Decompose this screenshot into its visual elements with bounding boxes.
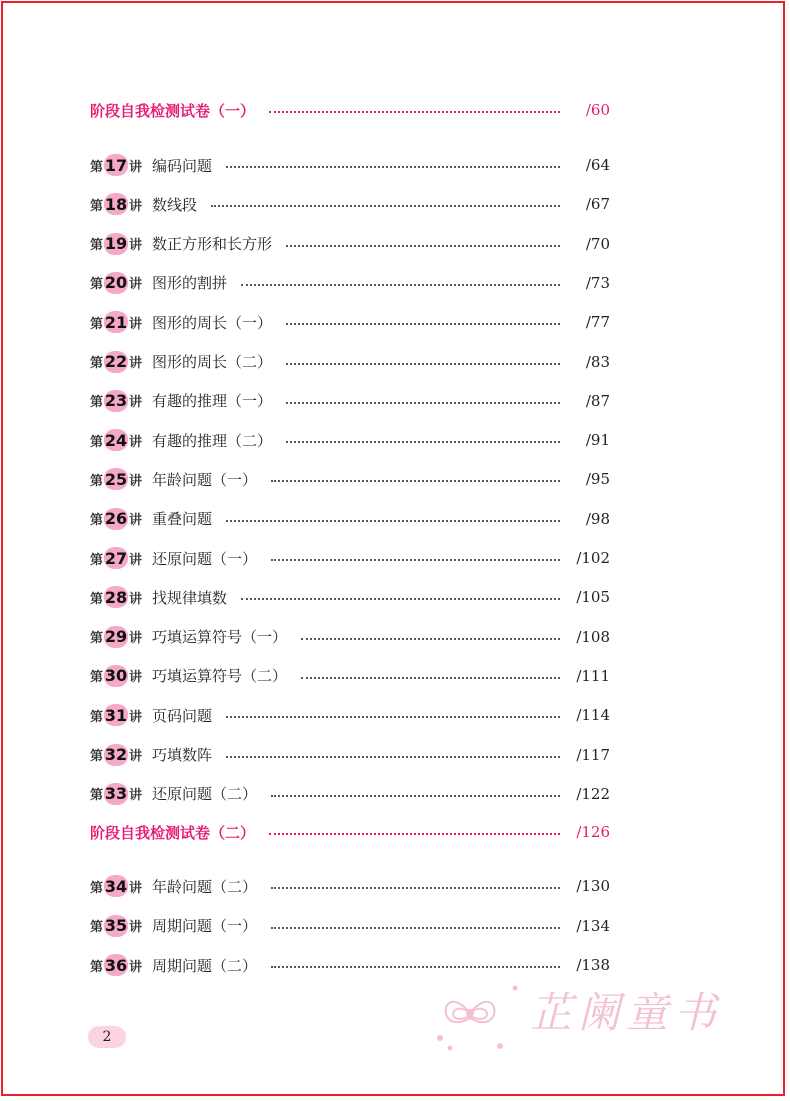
lesson-number — [90, 626, 142, 648]
leader-dots — [271, 480, 560, 482]
lesson-page: /77 — [585, 313, 610, 332]
lesson-number-badge: 24 — [104, 430, 128, 450]
lesson-number-badge: 35 — [104, 916, 128, 935]
di-label: 第 — [90, 880, 104, 896]
toc-entry[interactable] — [90, 268, 610, 298]
toc-entry[interactable] — [90, 779, 610, 809]
leader-dots — [211, 205, 560, 207]
leader-dots — [226, 716, 560, 718]
lesson-title: 图形的周长（二） — [152, 353, 273, 371]
di-label: 第 — [90, 788, 104, 804]
toc-entry[interactable] — [90, 386, 610, 416]
leader-dots — [271, 559, 560, 561]
toc-entry[interactable] — [90, 911, 610, 941]
leader-dots — [269, 833, 560, 835]
section-page: /126 — [576, 823, 610, 841]
lesson-number — [90, 665, 142, 687]
section-title: 阶段自我检测试卷（二） — [90, 823, 256, 842]
lesson-title: 重叠问题 — [152, 510, 213, 529]
lesson-number-badge: 26 — [104, 509, 128, 529]
toc-entry[interactable] — [90, 871, 610, 901]
di-label: 第 — [90, 631, 104, 647]
di-label: 第 — [90, 473, 104, 489]
lesson-title: 年龄问题（二） — [152, 877, 258, 896]
di-label: 第 — [90, 395, 104, 411]
lesson-title: 还原问题（二） — [152, 785, 258, 804]
lesson-number-badge: 22 — [104, 352, 128, 371]
jiang-label: 讲 — [129, 920, 143, 935]
toc-entry[interactable] — [90, 582, 610, 612]
leader-dots — [301, 677, 560, 679]
jiang-label: 讲 — [129, 159, 143, 175]
toc-entry[interactable] — [90, 189, 610, 219]
di-label: 第 — [90, 749, 104, 764]
lesson-page: /87 — [585, 391, 610, 410]
leader-dots — [271, 795, 560, 797]
lesson-page: /130 — [576, 877, 610, 895]
leader-dots — [286, 441, 560, 443]
toc-entry[interactable] — [90, 229, 610, 259]
jiang-label: 讲 — [129, 631, 143, 647]
lesson-page: /108 — [576, 627, 610, 646]
di-label: 第 — [90, 670, 104, 686]
toc-entry[interactable] — [90, 622, 610, 652]
lesson-page: /122 — [576, 784, 610, 803]
di-label: 第 — [90, 920, 104, 935]
lesson-number-badge: 19 — [104, 234, 128, 254]
jiang-label: 讲 — [129, 552, 143, 568]
lesson-title: 数正方形和长方形 — [152, 235, 273, 254]
toc-entry[interactable] — [90, 661, 610, 691]
lesson-number-badge: 32 — [104, 745, 128, 764]
lesson-number-badge: 36 — [104, 955, 128, 975]
lesson-number-badge: 18 — [104, 194, 128, 214]
di-label: 第 — [90, 356, 104, 371]
di-label: 第 — [90, 159, 104, 175]
lesson-title: 年龄问题（一） — [152, 470, 258, 489]
lesson-title: 找规律填数 — [152, 588, 228, 607]
jiang-label: 讲 — [129, 788, 143, 804]
lesson-page: /102 — [576, 549, 610, 567]
lesson-number-badge: 27 — [104, 548, 128, 568]
di-label: 第 — [90, 513, 104, 529]
leader-dots — [286, 245, 560, 247]
lesson-title: 还原问题（一） — [152, 549, 258, 568]
lesson-title: 周期问题（二） — [152, 956, 258, 975]
lesson-number — [90, 233, 142, 255]
di-label: 第 — [90, 709, 104, 725]
leader-dots — [286, 402, 560, 404]
di-label: 第 — [90, 959, 104, 975]
jiang-label: 讲 — [129, 473, 143, 489]
lesson-title: 巧填运算符号（一） — [152, 628, 288, 647]
leader-dots — [241, 284, 560, 286]
jiang-label: 讲 — [129, 959, 143, 975]
toc-entry[interactable] — [90, 740, 610, 770]
lesson-title: 数线段 — [152, 195, 198, 214]
toc-entry[interactable] — [90, 150, 610, 180]
lesson-title: 巧填数阵 — [152, 746, 213, 764]
lesson-title: 图形的周长（一） — [152, 313, 273, 332]
lesson-number — [90, 744, 142, 766]
di-label: 第 — [90, 316, 104, 332]
jiang-label: 讲 — [129, 356, 143, 371]
lesson-number — [90, 954, 142, 976]
lesson-number-badge: 30 — [104, 666, 128, 686]
watermark-text: 芷阑童书 — [530, 988, 723, 1037]
toc-section-2[interactable] — [90, 817, 610, 847]
jiang-label: 讲 — [129, 395, 143, 411]
leader-dots — [241, 598, 560, 600]
di-label: 第 — [90, 552, 104, 568]
lesson-page: /91 — [585, 431, 610, 450]
jiang-label: 讲 — [129, 513, 143, 529]
lesson-title: 页码问题 — [152, 706, 213, 725]
di-label: 第 — [90, 434, 104, 450]
jiang-label: 讲 — [129, 434, 143, 450]
lesson-title: 有趣的推理（二） — [152, 431, 273, 450]
leader-dots — [226, 166, 560, 168]
lesson-title: 图形的割拼 — [152, 274, 228, 293]
section-page: /60 — [585, 101, 610, 119]
jiang-label: 讲 — [129, 709, 143, 725]
toc-entry[interactable] — [90, 347, 610, 377]
lesson-number-badge: 25 — [104, 469, 128, 489]
lesson-number-badge: 31 — [104, 705, 128, 725]
section-title: 阶段自我检测试卷（一） — [90, 101, 256, 120]
lesson-title: 巧填运算符号（二） — [152, 667, 288, 686]
lesson-page: /105 — [576, 588, 610, 607]
lesson-number — [90, 783, 142, 805]
lesson-page: /73 — [585, 273, 610, 292]
lesson-number-badge: 34 — [104, 876, 128, 896]
toc-entry[interactable] — [90, 543, 610, 573]
jiang-label: 讲 — [129, 277, 143, 293]
jiang-label: 讲 — [129, 316, 143, 332]
lesson-number-badge: 21 — [104, 312, 128, 332]
lesson-number — [90, 390, 142, 412]
di-label: 第 — [90, 277, 104, 293]
lesson-title: 周期问题（一） — [152, 917, 258, 935]
lesson-number — [90, 468, 142, 490]
toc-entry[interactable] — [90, 700, 610, 730]
toc-entry[interactable] — [90, 504, 610, 534]
toc-entry[interactable] — [90, 307, 610, 337]
leader-dots — [269, 111, 560, 113]
lesson-number-badge: 23 — [104, 391, 128, 411]
leader-dots — [226, 520, 560, 522]
jiang-label: 讲 — [129, 670, 143, 686]
lesson-page: /98 — [585, 509, 610, 528]
lesson-number — [90, 351, 142, 373]
lesson-number — [90, 875, 142, 897]
jiang-label: 讲 — [129, 880, 143, 896]
lesson-page: /111 — [576, 666, 610, 685]
leader-dots — [271, 887, 560, 889]
lesson-number — [90, 586, 142, 608]
lesson-number — [90, 311, 142, 333]
leader-dots — [286, 323, 560, 325]
lesson-number — [90, 915, 142, 937]
lesson-number — [90, 193, 142, 215]
toc-entry[interactable] — [90, 425, 610, 455]
lesson-page: /138 — [576, 956, 610, 974]
jiang-label: 讲 — [129, 198, 143, 214]
lesson-page: /134 — [576, 916, 610, 935]
lesson-title: 编码问题 — [152, 156, 213, 175]
lesson-number — [90, 508, 142, 530]
di-label: 第 — [90, 591, 104, 607]
lesson-page: /95 — [585, 470, 610, 489]
lesson-page: /117 — [576, 745, 610, 764]
lesson-number-badge: 28 — [104, 587, 128, 607]
toc-entry[interactable] — [90, 464, 610, 494]
lesson-page: /83 — [585, 352, 610, 371]
leader-dots — [301, 638, 560, 640]
lesson-number — [90, 704, 142, 726]
leader-dots — [286, 363, 560, 365]
leader-dots — [271, 927, 560, 929]
lesson-page: /70 — [585, 234, 610, 253]
lesson-page: /67 — [585, 195, 610, 214]
lesson-number — [90, 272, 142, 294]
lesson-number — [90, 154, 142, 176]
lesson-page: /114 — [576, 706, 610, 725]
lesson-number — [90, 429, 142, 451]
lesson-number-badge: 33 — [104, 784, 128, 804]
page-number: 2 — [88, 1026, 126, 1048]
lesson-number-badge: 29 — [104, 627, 128, 647]
toc-section-1[interactable] — [90, 95, 610, 125]
lesson-number-badge: 17 — [104, 155, 128, 175]
jiang-label: 讲 — [129, 591, 143, 607]
di-label: 第 — [90, 238, 104, 254]
lesson-number — [90, 547, 142, 569]
di-label: 第 — [90, 198, 104, 214]
jiang-label: 讲 — [129, 238, 143, 254]
lesson-number-badge: 20 — [104, 273, 128, 293]
lesson-title: 有趣的推理（一） — [152, 392, 273, 411]
jiang-label: 讲 — [129, 749, 143, 764]
lesson-page: /64 — [585, 156, 610, 174]
leader-dots — [226, 756, 560, 758]
